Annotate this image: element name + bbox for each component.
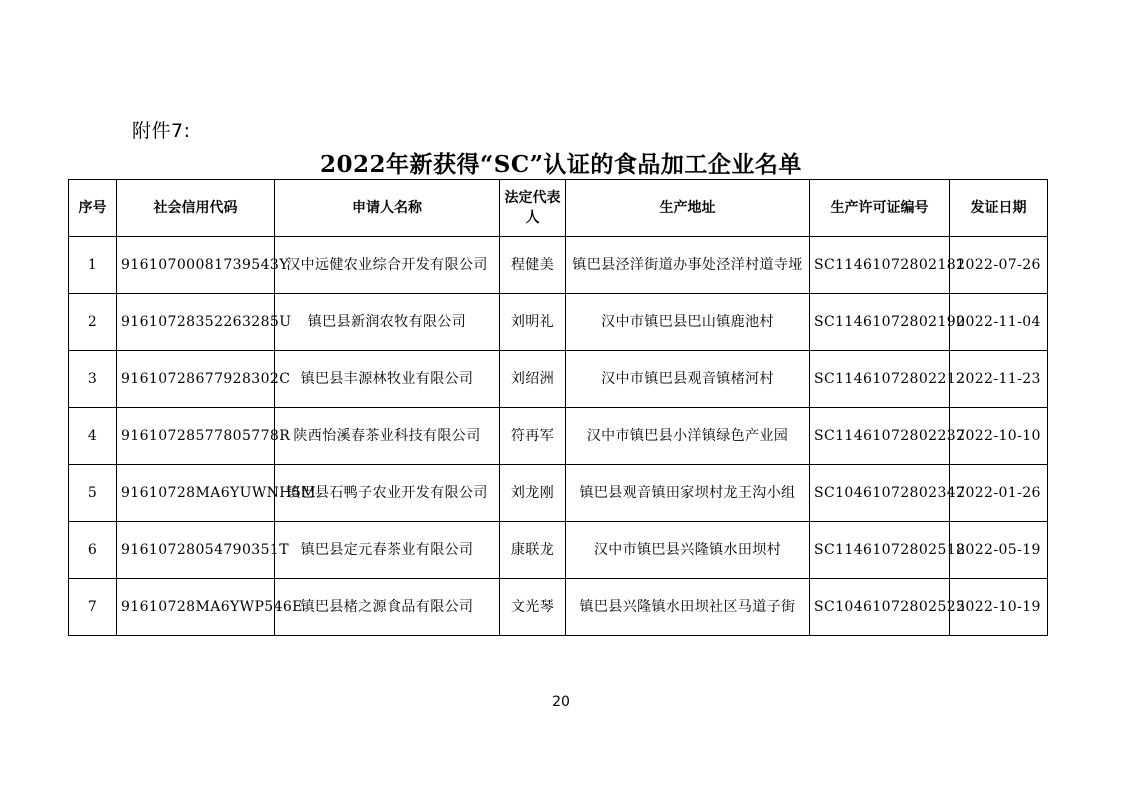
cell-legal-rep: 康联龙 (500, 522, 566, 579)
cell-issue-date: 2022-11-23 (950, 351, 1048, 408)
table-row (69, 579, 1048, 636)
header-address: 生产地址 (566, 180, 810, 237)
cell-legal-rep: 符再军 (500, 408, 566, 465)
cell-seq: 1 (69, 237, 117, 294)
cell-license-no: SC11461072802181 (810, 237, 950, 294)
table-header-row (69, 180, 1048, 237)
header-issue-date: 发证日期 (950, 180, 1048, 237)
table-row (69, 351, 1048, 408)
cell-legal-rep: 刘明礼 (500, 294, 566, 351)
cell-address: 镇巴县观音镇田家坝村龙王沟小组 (566, 465, 810, 522)
cell-address: 汉中市镇巴县小洋镇绿色产业园 (566, 408, 810, 465)
cell-issue-date: 2022-07-26 (950, 237, 1048, 294)
cell-seq: 5 (69, 465, 117, 522)
header-applicant: 申请人名称 (275, 180, 500, 237)
cell-applicant: 汉中远健农业综合开发有限公司 (275, 237, 500, 294)
cell-credit-code: 91610728054790351T (117, 522, 275, 579)
table-row (69, 294, 1048, 351)
cell-license-no: SC11461072802212 (810, 351, 950, 408)
cell-address: 汉中市镇巴县巴山镇鹿池村 (566, 294, 810, 351)
cell-issue-date: 2022-05-19 (950, 522, 1048, 579)
cell-legal-rep: 文光琴 (500, 579, 566, 636)
cell-credit-code: 91610700081739543Y (117, 237, 275, 294)
cell-issue-date: 2022-01-26 (950, 465, 1048, 522)
cell-license-no: SC11461072802518 (810, 522, 950, 579)
page-number: 20 (552, 694, 570, 710)
header-license-no: 生产许可证编号 (810, 180, 950, 237)
cell-seq: 7 (69, 579, 117, 636)
cell-applicant: 镇巴县楮之源食品有限公司 (275, 579, 500, 636)
cell-seq: 2 (69, 294, 117, 351)
cell-credit-code: 91610728352263285U (117, 294, 275, 351)
header-credit-code: 社会信用代码 (117, 180, 275, 237)
cell-license-no: SC11461072802237 (810, 408, 950, 465)
cell-address: 镇巴县兴隆镇水田坝社区马道子街 (566, 579, 810, 636)
cell-applicant: 陕西怡溪春茶业科技有限公司 (275, 408, 500, 465)
cell-license-no: SC10461072802525 (810, 579, 950, 636)
cell-issue-date: 2022-10-10 (950, 408, 1048, 465)
enterprise-table (68, 179, 1048, 636)
cell-applicant: 镇巴县石鸭子农业开发有限公司 (275, 465, 500, 522)
cell-legal-rep: 刘绍洲 (500, 351, 566, 408)
cell-credit-code: 91610728677928302C (117, 351, 275, 408)
cell-issue-date: 2022-11-04 (950, 294, 1048, 351)
cell-credit-code: 91610728577805778R (117, 408, 275, 465)
cell-seq: 6 (69, 522, 117, 579)
cell-credit-code: 91610728MA6YUWNH5M (117, 465, 275, 522)
cell-license-no: SC10461072802347 (810, 465, 950, 522)
cell-credit-code: 91610728MA6YWP546E (117, 579, 275, 636)
cell-legal-rep: 刘龙刚 (500, 465, 566, 522)
cell-seq: 4 (69, 408, 117, 465)
header-legal-rep: 法定代表人 (500, 180, 566, 237)
header-seq: 序号 (69, 180, 117, 237)
cell-license-no: SC11461072802190 (810, 294, 950, 351)
cell-address: 汉中市镇巴县兴隆镇水田坝村 (566, 522, 810, 579)
cell-address: 汉中市镇巴县观音镇楮河村 (566, 351, 810, 408)
table-row (69, 237, 1048, 294)
attachment-label: 附件7: (132, 120, 191, 142)
cell-legal-rep: 程健美 (500, 237, 566, 294)
cell-address: 镇巴县泾洋街道办事处泾洋村道寺垭 (566, 237, 810, 294)
cell-applicant: 镇巴县新润农牧有限公司 (275, 294, 500, 351)
page-title: 2022年新获得“SC”认证的食品加工企业名单 (320, 151, 802, 178)
table-row (69, 522, 1048, 579)
cell-applicant: 镇巴县丰源林牧业有限公司 (275, 351, 500, 408)
cell-seq: 3 (69, 351, 117, 408)
table-row (69, 465, 1048, 522)
cell-issue-date: 2022-10-19 (950, 579, 1048, 636)
cell-applicant: 镇巴县定元春茶业有限公司 (275, 522, 500, 579)
table-row (69, 408, 1048, 465)
